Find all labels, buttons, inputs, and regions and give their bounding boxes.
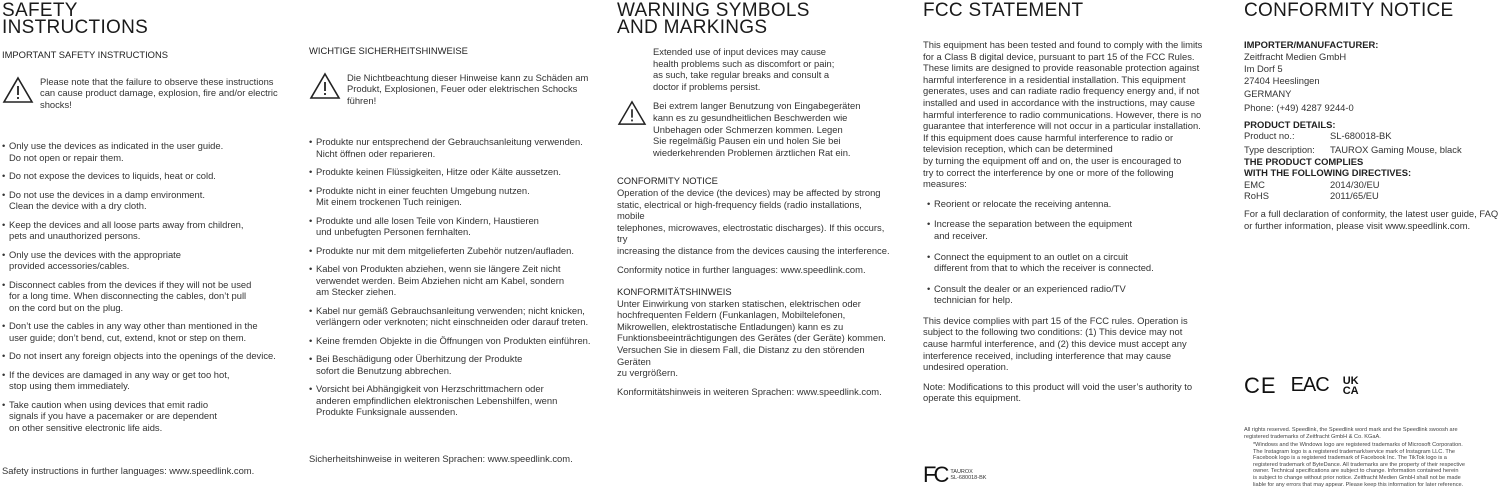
ce-mark-icon: CE xyxy=(1244,373,1277,399)
fcc-logo-model: SL-680018-BK xyxy=(950,475,987,481)
list-item: • Produkte keinen Flüssigkeiten, Hitze oder Kälte aussetzen. xyxy=(309,166,609,178)
warning-symbols-column xyxy=(617,0,892,397)
type-label: Type description: xyxy=(1244,144,1315,155)
product-no-row xyxy=(1244,130,1500,142)
fcc-note: Note: Modifications to this product will void the user’s authority to operate this equipment. xyxy=(923,380,1193,404)
list-item: • Bei Beschädigung oder Überhitzung der Produkte sofort die Benutzung abbrechen. xyxy=(309,353,609,376)
warning-block-de xyxy=(309,72,609,107)
safety-column-de xyxy=(309,45,609,425)
safety-heading-de: WICHTIGE SICHERHEITSHINWEISE xyxy=(309,45,468,56)
warning-triangle-icon xyxy=(309,72,341,100)
product-details-heading: PRODUCT DETAILS: xyxy=(1244,118,1336,130)
emc-label: EMC xyxy=(1244,178,1265,190)
fcc-logo xyxy=(923,464,986,486)
list-item: • Keine fremden Objekte in die Öffnungen von Produkten einführen. xyxy=(309,335,609,347)
fcc-logo-product: TAUROX xyxy=(950,468,973,475)
list-item: • Do not use the devices in a damp environment. Clean the device with a dry cloth. xyxy=(2,189,297,212)
list-item: • Do not insert any foreign objects into the openings of the device. xyxy=(2,350,297,362)
conformity-column xyxy=(1244,0,1500,231)
warning-text-de: Die Nichtbeachtung dieser Hinweise kann zu Schäden am Produkt, Explosionen, Feuer oder elektrischen Schocks führen! xyxy=(347,71,589,106)
importer-phone: Phone: (+49) 4287 9244-0 xyxy=(1244,102,1354,114)
rohs-value: 2011/65/EU xyxy=(1330,190,1379,202)
certification-marks xyxy=(1244,373,1365,399)
list-item: • Kabel nur gemäß Gebrauchsanleitung verwenden; nicht knicken, verlängern oder verknoten; nicht einschneiden oder darauf treten. xyxy=(309,305,609,328)
list-item: • Increase the separation between the equipment and receiver. xyxy=(927,218,1213,241)
conformity-title: CONFORMITY NOTICE xyxy=(1244,0,1454,21)
health-warning-de-block xyxy=(617,100,892,158)
fcc-column xyxy=(923,0,1213,404)
health-warning-de: Bei extrem langer Benutzung von Eingabegeräten kann es zu gesundheitlichen Beschwerden wie Unbehagen oder Schmerzen kommen. Legen Sie regelmäßig Pausen ein und holen Sie bei wiederkehrenden Problemen ärztlichen Rat ein. xyxy=(653,100,861,158)
fcc-paragraph-1: This equipment has been tested and found to comply with the limits for a Class B digital device, pursuant to part 15 of the FCC Rules. These limits are designed to provide reasonable protection against harmful interference in a residential installation. This equipment generates, uses and can radiate radio frequency energy and, if not installed and used in accordance with the instructions, may cause harmful interference to radio communications. However, there is no guarantee that interference will not occur in a particular installation. If this equipment does cause harmful interference to radio or television reception, which can be determined by turning the equipment off and on, the user is encouraged to try to correct the interference by one or more of the following measures: xyxy=(923,39,1203,190)
fcc-title: FCC STATEMENT xyxy=(923,0,1084,21)
rohs-row xyxy=(1244,190,1500,202)
importer-heading: IMPORTER/MANUFACTURER: xyxy=(1244,39,1379,50)
fcc-paragraph-2: This device complies with part 15 of the FCC rules. Operation is subject to the following two conditions: (1) This device may not cause harmful interference, and (2) this device must accept any interference received, including interference that may cause undesired operation. xyxy=(923,314,1188,373)
warning-triangle-icon xyxy=(617,100,647,126)
emc-value: 2014/30/EU xyxy=(1330,178,1380,190)
type-value: TAUROX Gaming Mouse, black xyxy=(1330,144,1462,155)
warning-text-en: Please note that the failure to observe these instructions can cause product damage, explosion, fire and/or electric shocks! xyxy=(40,75,278,110)
type-row xyxy=(1244,144,1500,156)
more-info: For a full declaration of conformity, the latest user guide, FAQ or further information, please visit www.speedlink.com. xyxy=(1244,207,1499,231)
list-item: • Take caution when using devices that emit radio signals if you have a pacemaker or are dependent on other sensitive electronic life aids. xyxy=(2,399,297,434)
warning-symbols-title: WARNING SYMBOLS AND MARKINGS xyxy=(617,0,810,38)
konformitaet-heading: KONFORMITÄTSHINWEIS xyxy=(617,286,732,298)
safety-list-de xyxy=(309,136,609,417)
safety-footer-en: Safety instructions in further languages: www.speedlink.com. xyxy=(2,465,255,476)
list-item: • Reorient or relocate the receiving antenna. xyxy=(927,198,1213,210)
rohs-label: RoHS xyxy=(1244,190,1270,202)
list-item: • Produkte nur mit dem mitgelieferten Zubehör nutzen/aufladen. xyxy=(309,245,609,257)
list-item: • Connect the equipment to an outlet on a circuit different from that to which the receiver is connected. xyxy=(927,251,1213,274)
fcc-logo-mark: FC xyxy=(923,462,947,487)
product-no-label: Product no.: xyxy=(1244,130,1295,142)
ukca-mark-icon: UKCA xyxy=(1342,375,1359,397)
list-item: • Produkte nur entsprechend der Gebrauchsanleitung verwenden. Nicht öffnen oder reparieren. xyxy=(309,136,609,159)
list-item: • Produkte und alle losen Teile von Kindern, Haustieren und unbefugten Personen fernhalten. xyxy=(309,215,609,238)
list-item: • Only use the devices as indicated in the user guide. Do not open or repair them. xyxy=(2,140,297,163)
list-item: • Only use the devices with the appropriate provided accessories/cables. xyxy=(2,249,297,272)
health-warning-en: Extended use of input devices may cause health problems such as discomfort or pain; as such, take regular breaks and consult a doctor if problems persist. xyxy=(653,46,835,92)
list-item: • If the devices are damaged in any way or get too hot, stop using them immediately. xyxy=(2,369,297,392)
list-item: • Don’t use the cables in any way other than mentioned in the user guide; don’t bend, cut, extend, knot or step on them. xyxy=(2,320,297,343)
safety-heading-en: IMPORTANT SAFETY INSTRUCTIONS xyxy=(2,49,168,60)
konformitaet-text: Unter Einwirkung von starken statischen, elektrischen oder hochfrequenten Feldern (Funkanlagen, Mobiltelefonen, Mikrowellen, elektrostatische Entladungen) kann es zu Funktionsbeeinträchtigungen des Gerätes (der Geräte) kommen. Versuchen Sie in diesem Fall, die Distanz zu den störenden Geräten zu vergrößern. xyxy=(617,297,886,379)
eac-mark-icon: EAC xyxy=(1290,374,1329,397)
list-item: • Produkte nicht in einer feuchten Umgebung nutzen. Mit einem trockenen Tuch reinigen. xyxy=(309,185,609,208)
directives-heading: THE PRODUCT COMPLIES WITH THE FOLLOWING DIRECTIVES: xyxy=(1244,155,1412,179)
product-no-value: SL-680018-BK xyxy=(1330,130,1392,142)
list-item: • Vorsicht bei Abhängigkeit von Herzschrittmachern oder anderen empfindlichen elektronischen Lebenshilfen, wenn Produkte Funksignale aussenden. xyxy=(309,383,609,418)
trademark-notice: *Windows and the Windows logo are registered trademarks of Microsoft Corporation. The Instagram logo is a registered trademark/service mark of Instagram LLC. The Facebook logo is a registered trademark of Facebook Inc. The TikTok logo is a registered trademark of ByteDance. All trademarks are the property of their respective owner. Technical specifications are subject to change. Information contained herein is subject to change without prior notice. Zeitfracht Medien GmbH shall not be made liable for any errors that may appear. Please keep this information for later reference. xyxy=(1253,442,1466,488)
conformity-notice-text: Operation of the device (the devices) may be affected by strong static, electrical or high-frequency fields (radio installations, mobile telephones, microwaves, electrostatic discharges). If this occurs, try increasing the distance from the devices causing the interference. xyxy=(617,186,890,256)
safety-list-en xyxy=(2,140,297,433)
rights-notice: All rights reserved. Speedlink, the Speedlink word mark and the Speedlink swoosh are registered trademarks of Zeitfracht GmbH & Co. KGaA. xyxy=(1244,427,1458,440)
conformity-notice-heading: CONFORMITY NOTICE xyxy=(617,175,718,187)
safety-title: SAFETY INSTRUCTIONS xyxy=(2,0,149,38)
safety-column xyxy=(2,0,297,440)
list-item: • Do not expose the devices to liquids, heat or cold. xyxy=(2,170,297,182)
warning-triangle-icon xyxy=(2,76,34,104)
safety-footer-de: Sicherheitshinweise in weiteren Sprachen: www.speedlink.com. xyxy=(309,453,573,464)
warning-block-en xyxy=(2,76,297,111)
list-item: • Kabel von Produkten abziehen, wenn sie längere Zeit nicht verwendet werden. Beim Abziehen nicht am Kabel, sondern am Stecker ziehen. xyxy=(309,263,609,298)
emc-row xyxy=(1244,179,1500,191)
list-item: • Consult the dealer or an experienced radio/TV technician for help. xyxy=(927,283,1213,306)
importer-address: Zeitfracht Medien GmbH Im Dorf 5 27404 Heeslingen GERMANY xyxy=(1244,50,1347,99)
list-item: • Keep the devices and all loose parts away from children, pets and unauthorized persons. xyxy=(2,219,297,242)
konformitaet-link: Konformitätshinweis in weiteren Sprachen: www.speedlink.com. xyxy=(617,385,882,397)
fcc-measures-list xyxy=(927,198,1213,306)
list-item: • Disconnect cables from the devices if they will not be used for a long time. When disconnecting the cables, don’t pull on the cord but on the plug. xyxy=(2,279,297,314)
conformity-notice-link: Conformity notice in further languages: www.speedlink.com. xyxy=(617,263,866,275)
